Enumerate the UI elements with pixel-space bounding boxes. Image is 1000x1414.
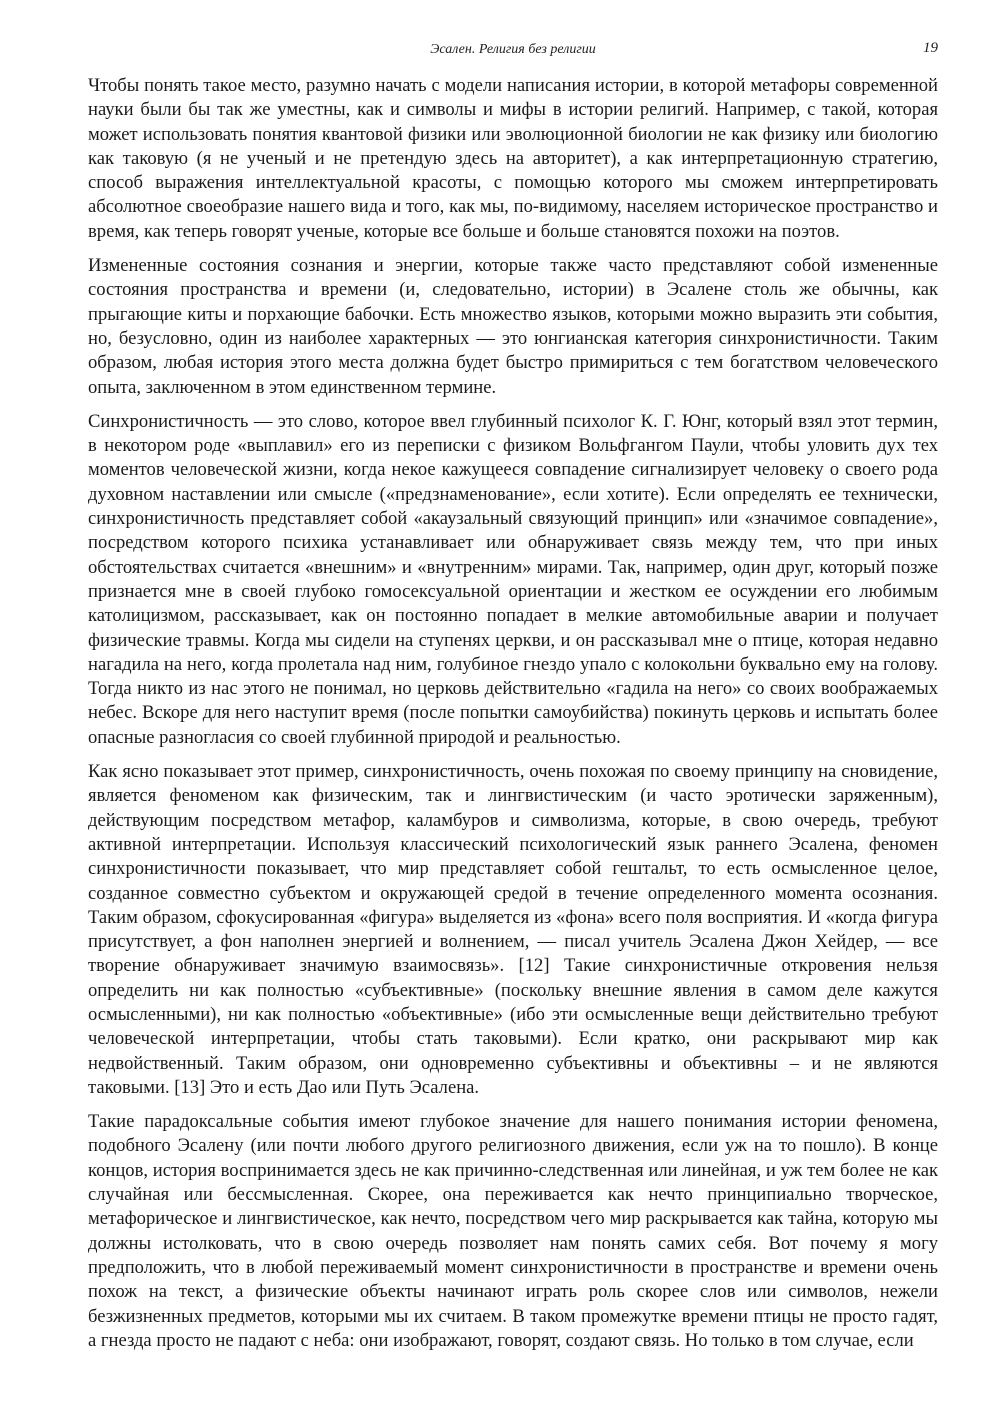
body-text bbox=[88, 74, 938, 1353]
paragraph: Измененные состояния сознания и энергии, которые также часто представляют собой измененные состояния пространства и времени (и, следовательно, истории) в Эсалене столь же обычны, как прыгающие киты и порхающие бабочки. Есть множество языков, которыми можно выразить эти события, но, безусловно, один из наиболее характерных — это юнгианская категория синхронистичности. Таким образом, любая история этого места должна будет быстро примириться с тем богатством человеческого опыта, заключенном в этом единственном термине. bbox=[88, 255, 938, 398]
running-title: Эсален. Религия без религии bbox=[430, 42, 596, 57]
book-page bbox=[88, 34, 938, 1363]
paragraph: Синхронистичность — это слово, которое ввел глубинный психолог К. Г. Юнг, который взял этот термин, в некотором роде «выплавил» его из переписки с физиком Вольфгангом Паули, чтобы уловить дух тех моментов человеческой жизни, когда некое кажущееся совпадение сигнализирует человеку о своего рода духовном наставлении или смысле («предзнаменование», если хотите). Если определять ее технически, синхронистичность представляет собой «акаузальный связующий принцип» или «значимое совпадение», посредством которого психика устанавливает или обнаруживает связь между тем, что при иных обстоятельствах считается «внешним» и «внутренним» мирами. Так, например, один друг, который позже признается мне в своей глубоко гомосексуальной ориентации и жестком ее осуждении его любимым католицизмом, рассказывает, как он постоянно попадает в мелкие автомобильные аварии и получает физические травмы. Когда мы сидели на ступенях церкви, и он рассказывал мне о птице, которая недавно нагадила на него, когда пролетала над ним, голубиное гнездо упало с колокольни буквально ему на голову. Тогда никто из нас этого не понимал, но церковь действительно «гадила на него» со своих воображаемых небес. Вскоре для него наступит время (после попытки самоубийства) покинуть церковь и испытать более опасные разногласия со своей глубинной природой и реальностью. bbox=[88, 410, 938, 748]
page-number: 19 bbox=[923, 40, 938, 56]
running-head bbox=[88, 34, 938, 64]
paragraph: Как ясно показывает этот пример, синхронистичность, очень похожая по своему принципу на сновидение, является феноменом как физическим, так и лингвистическим (и часто эротически заряженным), действующим посредством метафор, каламбуров и символизма, которые, в свою очередь, требуют активной интерпретации. Используя классический психологический язык раннего Эсалена, феномен синхронистичности показывает, что мир представляет собой гештальт, то есть осмысленное целое, созданное совместно субъектом и окружающей средой в течение определенного момента осознания. Таким образом, сфокусированная «фигура» выделяется из «фона» всего поля восприятия. И «когда фигура присутствует, а фон наполнен энергией и волнением, — писал учитель Эсалена Джон Хейдер, — все творение обнаруживает значимую взаимосвязь». [12] Такие синхронистичные откровения нельзя определить ни как полностью «субъективные» (поскольку внешние явления в самом деле кажутся осмысленными), ни как полностью «объективные» (ибо эти осмысленные вещи действительно требуют человеческой интерпретации, чтобы стать таковыми). Если кратко, они раскрывают мир как недвойственный. Таким образом, они одновременно субъективны и объективны – и не являются таковыми. [13] Это и есть Дао или Путь Эсалена. bbox=[88, 761, 938, 1098]
paragraph: Такие парадоксальные события имеют глубокое значение для нашего понимания истории феномена, подобного Эсалену (или почти любого другого религиозного движения, если уж на то пошло). В конце концов, история воспринимается здесь не как причинно-следственная или линейная, и уж тем более не как случайная или бессмысленная. Скорее, она переживается как нечто принципиально творческое, метафорическое и лингвистическое, как нечто, посредством чего мир раскрывается как тайна, которую мы должны истолковать, что в свою очередь позволяет нам понять самих себя. Вот почему я могу предположить, что в любой переживаемый момент синхронистичности в пространстве и времени очень похож на текст, а физические объекты начинают играть роль скорее слов или символов, нежели безжизненных предметов, которыми мы их считаем. В таком промежутке времени птицы не просто гадят, а гнезда просто не падают с неба: они изображают, говорят, создают связь. Но только в том случае, если bbox=[88, 1111, 938, 1351]
paragraph: Чтобы понять такое место, разумно начать с модели написания истории, в которой метафоры современной науки были бы так же уместны, как и символы и мифы в истории религий. Например, с такой, которая может использовать понятия квантовой физики или эволюционной биологии не как физику или биологию как таковую (я не ученый и не претендую здесь на авторитет), а как интерпретационную стратегию, способ выражения интеллектуальной красоты, с помощью которого мы сможем интерпретировать абсолютное своеобразие нашего вида и того, как мы, по-видимому, населяем историческое пространство и время, как теперь говорят ученые, которые все больше и больше становятся похожи на поэтов. bbox=[88, 75, 938, 242]
